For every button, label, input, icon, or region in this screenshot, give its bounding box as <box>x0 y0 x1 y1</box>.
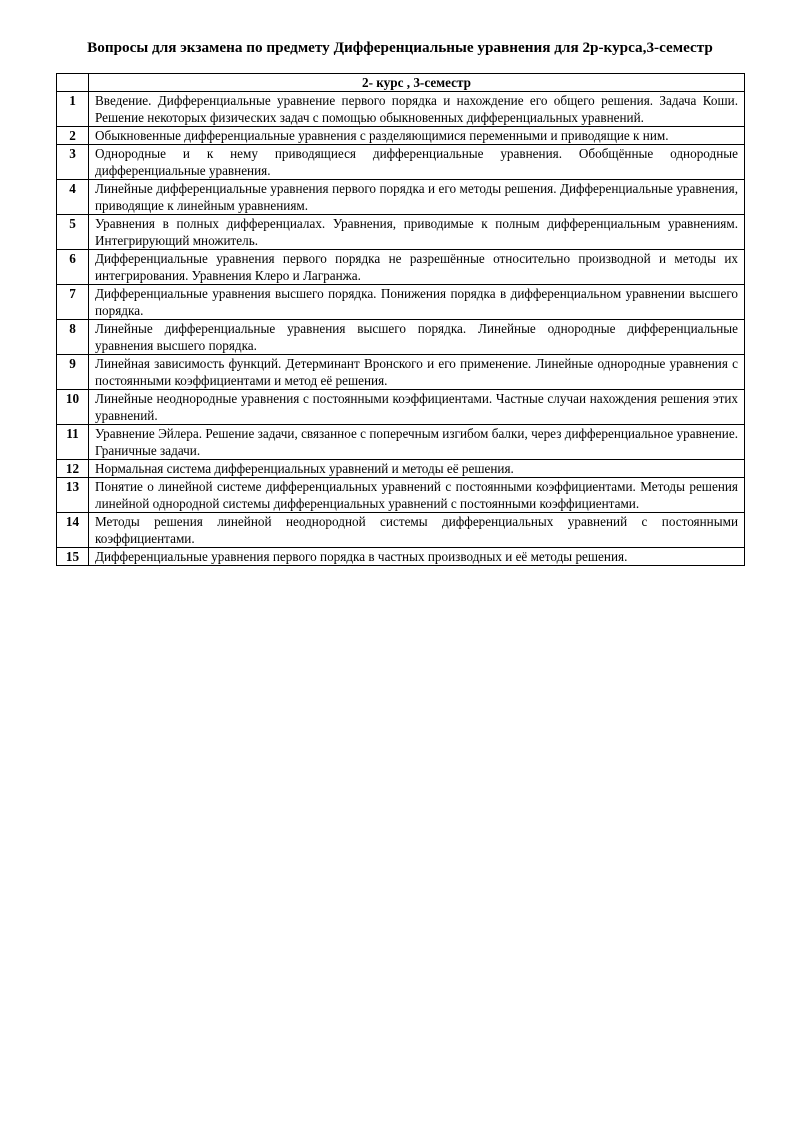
table-header-row <box>57 74 745 92</box>
question-number: 6 <box>57 250 89 285</box>
question-text: Линейная зависимость функций. Детерминант Вронского и его применение. Линейные однородные уравнения с постоянными коэффициентами и метод её решения. <box>89 355 745 390</box>
question-text: Дифференциальные уравнения первого порядка в частных производных и её методы решения. <box>89 548 745 566</box>
question-number: 15 <box>57 548 89 566</box>
table-row <box>57 513 745 548</box>
table-row <box>57 320 745 355</box>
table-row <box>57 390 745 425</box>
question-number: 8 <box>57 320 89 355</box>
question-number: 3 <box>57 145 89 180</box>
question-text: Дифференциальные уравнения первого порядка не разрешённые относительно производной и методы их интегрирования. Уравнения Клеро и Лагранжа. <box>89 250 745 285</box>
question-number: 9 <box>57 355 89 390</box>
question-text: Однородные и к нему приводящиеся дифференциальные уравнения. Обобщённые однородные дифференциальные уравнения. <box>89 145 745 180</box>
table-row <box>57 215 745 250</box>
question-number: 5 <box>57 215 89 250</box>
question-number: 4 <box>57 180 89 215</box>
table-row <box>57 478 745 513</box>
question-text: Линейные дифференциальные уравнения первого порядка и его методы решения. Дифференциальные уравнения, приводящие к линейным уравнениям. <box>89 180 745 215</box>
table-row <box>57 145 745 180</box>
question-text: Введение. Дифференциальные уравнение первого порядка и нахождение его общего решения. Задача Коши. Решение некоторых физических задач с помощью обыкновенных дифференциальных уравнений. <box>89 92 745 127</box>
question-number: 2 <box>57 127 89 145</box>
question-text: Методы решения линейной неоднородной системы дифференциальных уравнений с постоянными коэффициентами. <box>89 513 745 548</box>
question-number: 11 <box>57 425 89 460</box>
table-row <box>57 425 745 460</box>
question-text: Уравнение Эйлера. Решение задачи, связанное с поперечным изгибом балки, через дифференциальное уравнение. Граничные задачи. <box>89 425 745 460</box>
question-number: 14 <box>57 513 89 548</box>
question-text: Линейные дифференциальные уравнения высшего порядка. Линейные однородные дифференциальные уравнения высшего порядка. <box>89 320 745 355</box>
table-row <box>57 460 745 478</box>
question-text: Нормальная система дифференциальных уравнений и методы её решения. <box>89 460 745 478</box>
exam-questions-table <box>56 73 745 566</box>
question-number: 13 <box>57 478 89 513</box>
question-number: 12 <box>57 460 89 478</box>
table-row <box>57 180 745 215</box>
header-number-cell <box>57 74 89 92</box>
table-row <box>57 285 745 320</box>
question-text: Линейные неоднородные уравнения с постоянными коэффициентами. Частные случаи нахождения решения этих уравнений. <box>89 390 745 425</box>
document-title: Вопросы для экзамена по предмету Дифференциальные уравнения для 2р-курса,3-семестр <box>87 39 713 56</box>
table-row <box>57 127 745 145</box>
table-row <box>57 548 745 566</box>
question-number: 10 <box>57 390 89 425</box>
question-text: Понятие о линейной системе дифференциальных уравнений с постоянными коэффициентами. Методы решения линейной однородной системы дифференциальных уравнений с постоянными коэффициентами. <box>89 478 745 513</box>
table-row <box>57 92 745 127</box>
table-row <box>57 250 745 285</box>
question-number: 7 <box>57 285 89 320</box>
table-row <box>57 355 745 390</box>
question-text: Обыкновенные дифференциальные уравнения с разделяющимися переменными и приводящие к ним. <box>89 127 745 145</box>
question-number: 1 <box>57 92 89 127</box>
question-text: Уравнения в полных дифференциалах. Уравнения, приводимые к полным дифференциальным уравнениям. Интегрирующий множитель. <box>89 215 745 250</box>
header-course-cell: 2- курс , 3-семестр <box>89 74 745 92</box>
question-text: Дифференциальные уравнения высшего порядка. Понижения порядка в дифференциальном уравнении высшего порядка. <box>89 285 745 320</box>
